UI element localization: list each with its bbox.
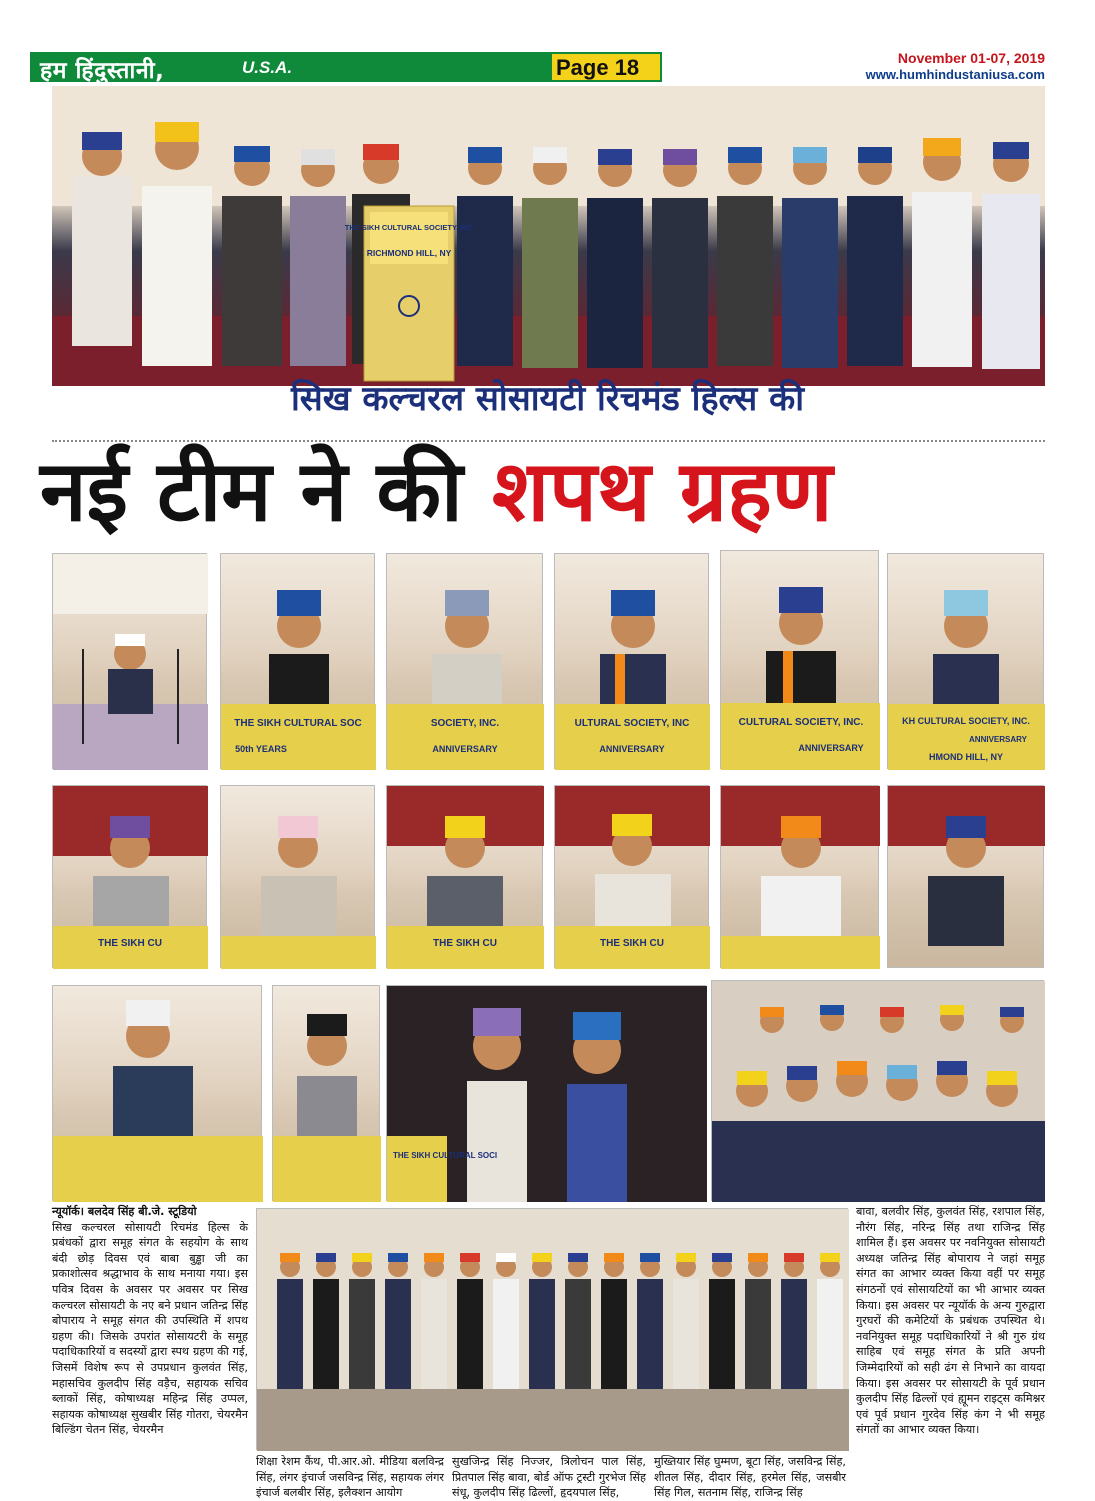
photo-banner-text: ULTURAL SOCIETY, INC: [574, 718, 690, 729]
photo-years-text: 50th YEARS: [235, 744, 287, 754]
photo-banner-text: THE SIKH CU: [98, 938, 162, 949]
photo-speaker-2: [386, 553, 543, 769]
article-column-3: सुखजिन्द्र सिंह निज्जर, त्रिलोचन पाल सिंह, प्रितपाल सिंह बावा, बोर्ड ऑफ ट्रस्टी गुरभेज सिंह संधू, कुलदीप सिंह ढिल्लों, हृदयपाल सिंह,: [452, 1455, 646, 1500]
podium-text-line1: THE SIKH CULTURAL SOCIETY, INC: [344, 223, 474, 232]
photo-speaker-13: [272, 985, 380, 1201]
page-number: Page 18: [556, 55, 640, 80]
photo-speaker-1: [220, 553, 375, 769]
article-byline: न्यूयॉर्क। बलदेव सिंह बी.जे. स्टूडियो: [52, 1205, 197, 1218]
article-column-5: बावा, बलवीर सिंह, कुलवंत सिंह, रशपाल सिंह, नौरंग सिंह, नरिन्द्र सिंह तथा राजिन्द्र सिंह शामिल हैं। इस अवसर पर नवनियुक्त सोसायटी अध्यक्ष जतिन्द्र सिंह बोपाराय ने जहां समूह संगत का आभार व्यक्त किया वहीं पर समूह संगठनों एवं सोसायटियों का भी आभार व्यक्त किया। इस अवसर पर न्यूयॉर्क के अन्य गुरुद्वारा गुरघरों की कमेटियों के प्रबंधक उपस्थित थे। नवनियुक्त समूह पदाधिकारियों ने श्री गुरु ग्रंथ साहिब एवं समूह संगत के प्रति अपनी जिम्मेदारियों को सही ढंग से निभाने का वायदा किया। इस अवसर पर सोसायटी के पूर्व प्रधान कुलदीप सिंह ढिल्लों एवं ह्यूमन राइट्स कमिश्नर एवं पूर्व प्रधान गुरदेव सिंह कंग ने भी समूह संगतों का आभार व्यक्त किया।: [856, 1205, 1045, 1437]
photo-anniversary-text: ANNIVERSARY: [969, 735, 1027, 744]
kicker-headline: सिख कल्चरल सोसायटी रिचमंड हिल्स की: [290, 379, 804, 419]
main-headline: [40, 436, 1060, 546]
issue-date: November 01-07, 2019: [897, 50, 1045, 66]
masthead-region: U.S.A.: [242, 58, 293, 77]
photo-banner-text: CULTURAL SOCIETY, INC.: [738, 717, 864, 728]
photo-speaker-3: [554, 553, 709, 769]
photo-banner-text: THE SIKH CU: [600, 938, 664, 949]
masthead-title: हम हिंदुस्तानी,: [40, 58, 165, 84]
photo-banner-text: THE SIKH CULTURAL SOCI: [393, 1151, 498, 1160]
hero-photo: [52, 86, 1045, 386]
photo-speaker-7: [220, 785, 375, 968]
photo-speaker-10: [720, 785, 879, 968]
photo-banner-text: THE SIKH CULTURAL SOC: [234, 718, 362, 729]
photo-speaker-5: [887, 553, 1044, 769]
photo-speaker-11: [887, 785, 1044, 968]
photo-two-leaders: [386, 985, 706, 1201]
article-col1-text: सिख कल्चरल सोसायटी रिचमंड हिल्स के प्रबंधकों द्वारा समूह संगत के सहयोग के साथ बंदी छोड़ दिवस एवं बाबा बुड्ढा जी का प्रकाशोत्सव श्रद्धाभाव के साथ मनाया गया। इस पवित्र दिवस के अवसर पर अवसर पर सिख कल्चरल सोसायटी के नए बने प्रधान जतिन्द्र सिंह बोपाराय ने समूह संगत की उपस्थिति में शपथ ग्रहण की। जिसके उपरांत सोसायटरी के समूह पदाधिकारियों व सदस्यों द्वारा स्पथ ग्रहण की गई, जिसमें विशेष रूप से उपप्रधान कुलवंत सिंह, महासचिव कुलदीप सिंह वड़ैच, सहायक सचिव ब्लाकों सिंह, कोषाध्यक्ष महिन्द्र सिंह उप्पल, सहायक कोषाध्यक्ष सुखबीर सिंह गोतरा, चेयरमैन बिल्डिंग चेतन सिंह, चेयरमैन: [52, 1220, 248, 1437]
photo-anniversary-text: ANNIVERSARY: [599, 744, 665, 754]
article-column-4: मुख्तियार सिंह घुम्मण, बूटा सिंह, जसविन्द्र सिंह, शीतल सिंह, दीदार सिंह, हरमेल सिंह, जसबीर सिंह गिल, सतनाम सिंह, राजिन्द्र सिंह: [654, 1455, 846, 1500]
website-link[interactable]: www.humhindustaniusa.com: [865, 67, 1045, 82]
hero-photo-illustration: [52, 86, 1045, 386]
photo-banner-text: SOCIETY, INC.: [430, 718, 500, 729]
article-column-1: [52, 1204, 248, 1484]
main-headline-red: शपथ ग्रहण: [492, 442, 833, 540]
article-column-2: शिक्षा रेशम कैंथ, पी.आर.ओ. मीडिया बलविन्द्र सिंह, लंगर इंचार्ज जसविन्द्र सिंह, सहायक लंगर इंचार्ज बलबीर सिंह, इलैक्शन आयोग: [256, 1455, 444, 1500]
photo-banner-text: THE SIKH CU: [433, 938, 497, 949]
photo-richmond-text: HMOND HILL, NY: [929, 752, 1003, 762]
photo-speaker-6: [52, 785, 207, 968]
photo-banner-text: KH CULTURAL SOCIETY, INC.: [902, 716, 1030, 726]
photo-speaker-9: [554, 785, 709, 968]
photo-speaker-8: [386, 785, 543, 968]
photo-seated-audience: [711, 980, 1044, 1201]
photo-speaker-12: [52, 985, 262, 1201]
photo-anniversary-text: ANNIVERSARY: [798, 743, 864, 753]
photo-anniversary-text: ANNIVERSARY: [432, 744, 498, 754]
photo-speaker-4: [720, 550, 879, 769]
main-headline-black: नई टीम ने की: [40, 442, 463, 540]
podium-text-line2: RICHMOND HILL, NY: [366, 248, 452, 258]
photo-speaker-seated: [52, 553, 207, 769]
group-photo: [256, 1208, 848, 1450]
